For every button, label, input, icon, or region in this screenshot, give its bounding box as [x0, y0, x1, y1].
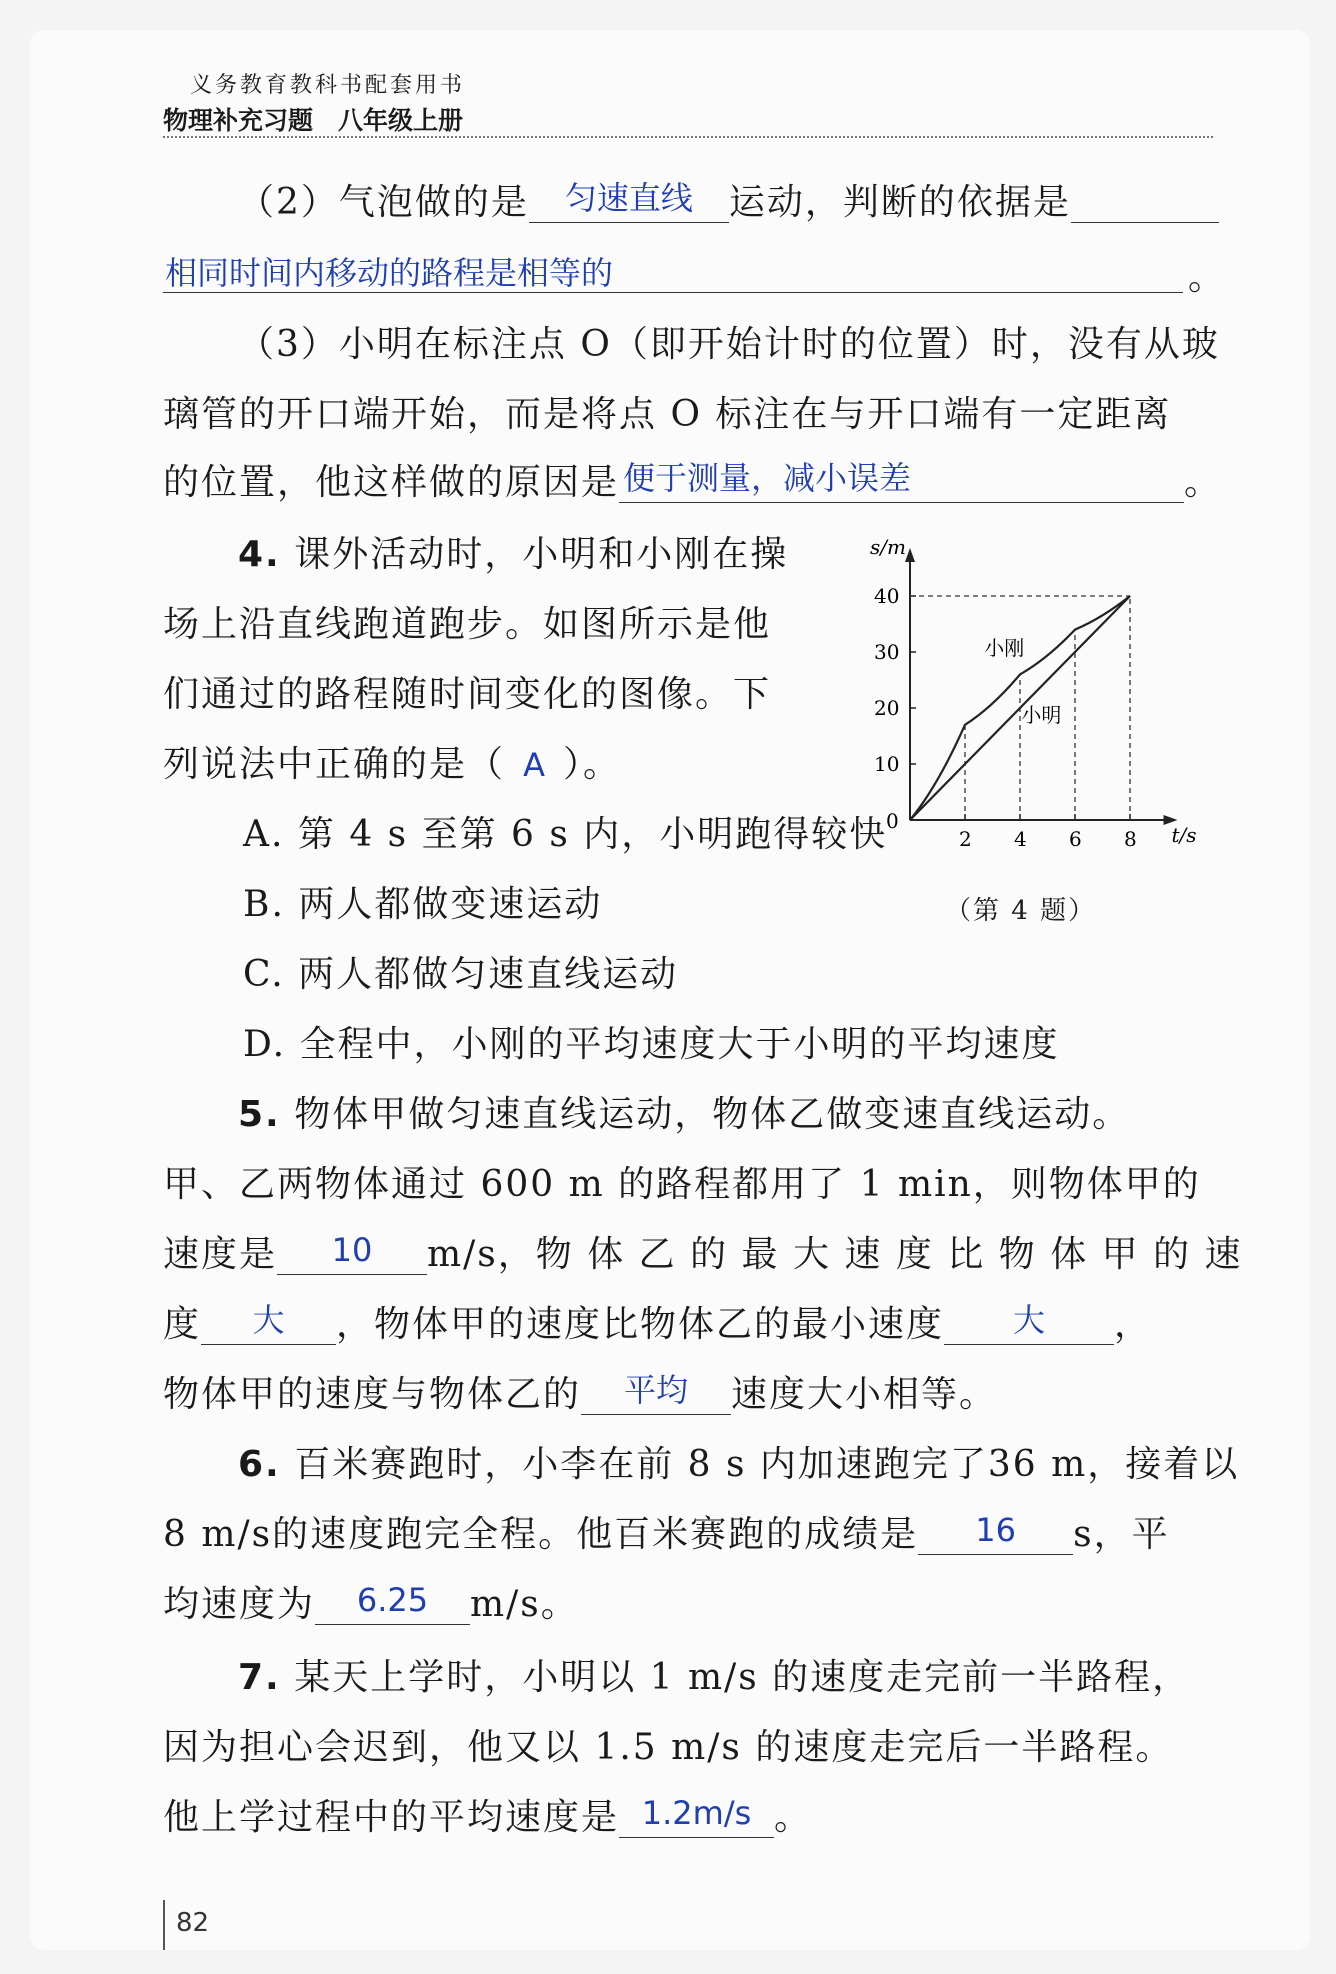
x-axis-label: t/s: [1171, 823, 1197, 847]
q5-l5-end: 速度大小相等。: [731, 1374, 998, 1415]
q5-blank-2[interactable]: [201, 1301, 336, 1345]
q5-answer-4: 平均: [624, 1371, 689, 1409]
q7-l1: 某天上学时，小明以 1 m/s 的速度走完前一半路程，: [294, 1657, 1191, 1698]
q3-answer-1: 匀速直线: [564, 179, 693, 217]
y-tick-label: 20: [874, 696, 900, 720]
q3-blank-3[interactable]: [619, 459, 1184, 503]
q4-option-d[interactable]: D. 全程中，小刚的平均速度大于小明的平均速度: [243, 1024, 1060, 1065]
q3-p3-end: 。: [1184, 462, 1223, 503]
q5-line3: [163, 1231, 1243, 1275]
q5-blank-4[interactable]: [581, 1371, 731, 1415]
q6-line3: [163, 1581, 579, 1625]
series-label-xiaogang: 小刚: [984, 635, 1025, 660]
page-number: 82: [176, 1908, 210, 1938]
q5-line2: 甲、乙两物体通过 600 m 的路程都用了 1 min，则物体甲的: [163, 1164, 1201, 1205]
q6-blank-1[interactable]: [918, 1511, 1073, 1555]
series-label-xiaoming: 小明: [1021, 703, 1062, 727]
q4-line2: 场上沿直线跑道跑步。如图所示是他: [163, 604, 772, 645]
q5-answer-3: 大: [1013, 1301, 1046, 1339]
q5-l3-end: m/s，物 体 乙 的 最 大 速 度 比 物 体 甲 的 速: [427, 1234, 1243, 1275]
q5-blank-3[interactable]: [944, 1301, 1114, 1345]
y-tick-label: 10: [874, 752, 900, 776]
q6-l3-end: m/s。: [470, 1584, 579, 1625]
q3-p2-mid: 运动，判断的依据是: [728, 182, 1071, 223]
q4-option-a[interactable]: A. 第 4 s 至第 6 s 内，小明跑得较快: [243, 814, 888, 855]
q6-l2-lead: 8 m/s的速度跑完全程。他百米赛跑的成绩是: [163, 1514, 919, 1555]
q4-l1: 课外活动时，小明和小刚在操: [294, 534, 789, 575]
q6-answer-1: 16: [975, 1511, 1016, 1549]
q6-l2-end: s，平: [1073, 1514, 1170, 1555]
q5-l4-lead: 度: [163, 1304, 202, 1345]
q3-part3-line2: 璃管的开口端开始，而是将点 O 标注在与开口端有一定距离: [163, 394, 1172, 435]
q5-l4-mid: ，物体甲的速度比物体乙的最小速度: [336, 1304, 945, 1345]
q7-line3: [163, 1794, 813, 1838]
q3-blank-2a[interactable]: [1071, 184, 1219, 223]
q5-answer-2: 大: [252, 1301, 285, 1339]
q5-line5: [163, 1371, 998, 1415]
q4-chart: [850, 535, 1210, 875]
q4-number: 4.: [238, 534, 281, 575]
q5-answer-1: 10: [331, 1231, 373, 1269]
q3-part3-line1: （3）小明在标注点 O（即开始计时的位置）时，没有从玻: [238, 324, 1220, 365]
y-axis-arrow: [905, 548, 915, 562]
q3-p2-lead: （2）气泡做的是: [238, 182, 529, 223]
q3-answer-3: 便于测量，减小误差: [623, 459, 912, 497]
header-divider: [163, 136, 1213, 138]
q6-l3-lead: 均速度为: [163, 1584, 316, 1625]
q4-line1: [238, 535, 788, 575]
x-tick-label: 8: [1124, 827, 1137, 851]
x-tick-label: 6: [1069, 827, 1082, 851]
q4-option-c[interactable]: C. 两人都做匀速直线运动: [243, 954, 679, 995]
x-tick-label: 2: [959, 827, 972, 851]
q7-l3-end: 。: [774, 1797, 813, 1838]
y-axis-label: s/m: [870, 535, 906, 559]
q6-line2: [163, 1511, 1170, 1555]
q6-line1: [238, 1445, 1239, 1485]
page-number-bar: [163, 1900, 165, 1950]
q3-answer-2: 相同时间内移动的路程是相等的: [165, 254, 614, 292]
q7-blank[interactable]: [619, 1794, 774, 1838]
q6-blank-2[interactable]: [315, 1581, 470, 1625]
q5-blank-1[interactable]: [277, 1231, 427, 1275]
q5-l1: 物体甲做匀速直线运动，物体乙做变速直线运动。: [294, 1094, 1131, 1135]
q4-l4-end: ）。: [563, 744, 622, 785]
book-title: 物理补充习题 八年级上册: [163, 106, 464, 135]
q3-part2-line1: [238, 179, 1219, 223]
q3-part3-line3: [163, 459, 1223, 503]
origin-label: 0: [886, 809, 899, 833]
q6-answer-2: 6.25: [356, 1581, 429, 1619]
q5-l4-end: ，: [1114, 1304, 1153, 1345]
q4-answer: A: [523, 746, 545, 784]
q4-line3: 们通过的路程随时间变化的图像。下: [163, 674, 772, 715]
q3-p2-end: 。: [1188, 257, 1227, 298]
q7-line2: 因为担心会迟到，他又以 1.5 m/s 的速度走完后一半路程。: [163, 1727, 1174, 1768]
y-tick-label: 40: [874, 584, 900, 608]
q7-answer: 1.2m/s: [641, 1794, 752, 1832]
q5-l3-lead: 速度是: [163, 1234, 278, 1275]
q7-number: 7.: [238, 1657, 281, 1698]
q3-blank-1[interactable]: [529, 179, 729, 223]
q7-line1: [238, 1658, 1190, 1698]
q4-line4: [163, 745, 621, 785]
q6-l1: 百米赛跑时，小李在前 8 s 内加速跑完了36 m，接着以: [294, 1444, 1240, 1485]
q4-l4-lead: 列说法中正确的是（: [163, 744, 506, 785]
y-tick-label: 30: [874, 640, 900, 664]
q5-l5-lead: 物体甲的速度与物体乙的: [163, 1374, 582, 1415]
q5-line4: [163, 1301, 1153, 1345]
q6-number: 6.: [238, 1444, 281, 1485]
series-title: 义务教育教科书配套用书: [190, 73, 466, 98]
x-tick-label: 4: [1014, 827, 1027, 851]
q4-caption: （第 4 题）: [945, 896, 1097, 926]
q5-number: 5.: [238, 1094, 281, 1135]
q5-line1: [238, 1095, 1130, 1135]
q4-option-b[interactable]: B. 两人都做变速运动: [243, 884, 603, 925]
q3-p3-lead: 的位置，他这样做的原因是: [163, 462, 620, 503]
q7-l3-lead: 他上学过程中的平均速度是: [163, 1797, 620, 1838]
